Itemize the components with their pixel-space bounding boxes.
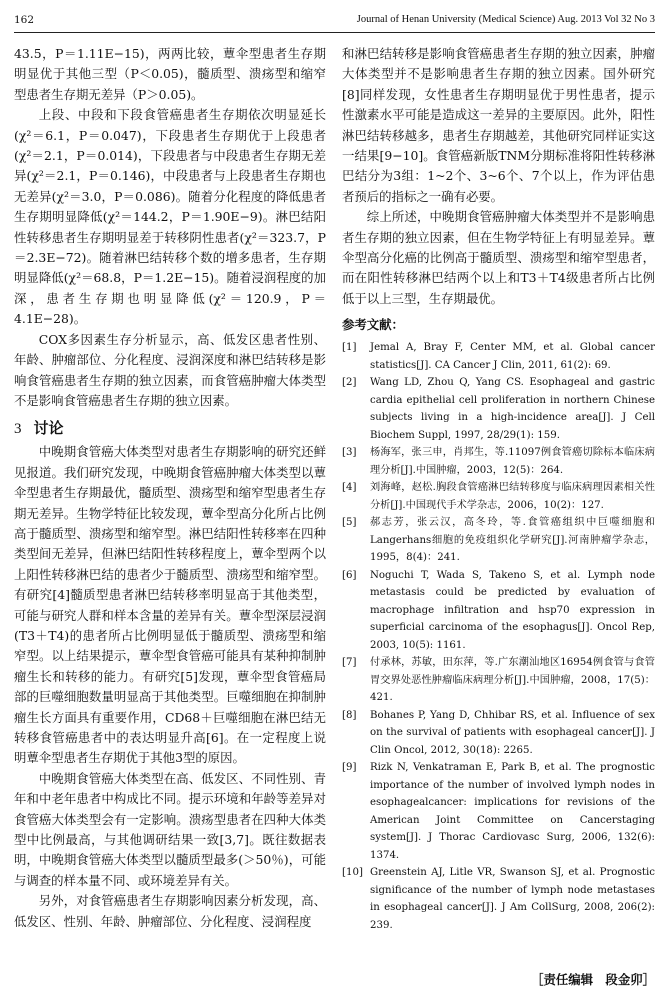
- reference-item: [342, 654, 655, 707]
- reference-text: 付承林，苏敏，田东萍，等.广东潮汕地区16954例食管与食管胃交界处恶性肿瘤临床病理分析[J].中国肿瘤，2008，17(5)：421.: [370, 657, 655, 704]
- reference-item: [342, 759, 655, 864]
- paragraph: 43.5，P＝1.11E−15)，两两比较，蕈伞型患者生存期明显优于其他三型（P＜0.05)，髓质型、溃疡型和缩窄型患者生存期无差异（P＞0.05)。: [14, 46, 326, 102]
- reference-text: Bohanes P, Yang D, Chhibar RS, et al. Influence of sex on the survival of patients with esophageal cancer[J]. J Clin Oncol, 2012, 30(18): 2265.: [370, 709, 655, 756]
- reference-number: [1]: [342, 342, 357, 354]
- reference-text: Jemal A, Bray F, Center MM, et al. Global cancer statistics[J]. CA Cancer J Clin, 2011, 61(2): 69.: [370, 342, 655, 371]
- paragraph: COX多因素生存分析显示，高、低发区患者性别、年龄、肿瘤部位、分化程度、浸润深度和淋巴结转移是影响食管癌患者生存期的独立因素，而食管癌肿瘤大体类型不是影响食管癌患者生存期的独立因素。: [14, 331, 326, 408]
- section-heading: [14, 417, 326, 440]
- page-number: 162: [14, 14, 35, 26]
- reference-number: [8]: [342, 709, 357, 721]
- section-number: 3: [14, 421, 22, 438]
- reference-number: [9]: [342, 762, 357, 774]
- references-heading: 参考文献：: [342, 317, 404, 333]
- reference-number: [3]: [342, 447, 357, 459]
- paragraph: 中晚期食管癌大体类型在高、低发区、不同性别、青年和中老年患者中构成比不同。提示环境和年龄等差异对食管癌大体类型会有一定影响。溃疡型患者在四种大体类型中比例最高，与其他调研结果一致[3,7]。既往数据表明，中晚期食管癌大体类型以髓质型最多(＞50％)，可能与调查的样本量不同、或环境差异有关。: [14, 770, 326, 888]
- paragraph: 综上所述，中晚期食管癌肿瘤大体类型并不是影响患者生存期的独立因素，但在生物学特征上有明显差异。蕈伞型高分化癌的比例高于髓质型、溃疡型和缩窄型患者，而在阳性转移淋巴结两个以上和T3＋T4级患者所占比例低于以上三型，生存期最优。: [342, 209, 655, 306]
- section-title: 讨论: [33, 419, 64, 438]
- reference-number: [7]: [342, 657, 357, 669]
- paragraph: 和淋巴结转移是影响食管癌患者生存期的独立因素，肿瘤大体类型并不是影响患者生存期的独立因素。国外研究[8]同样发现，女性患者生存期明显优于男性患者，提示性激素水平可能是造成这一差异的主要原因。此外，阳性淋巴结转移越多，患者生存期越差，其他研究同样证实这一结果[9−10]。食管癌新版TNM分期标准将阳性转移淋巴结分为3组：1~2个、3~6个、7个以上，作为评估患者预后的指标之一确有必要。: [342, 46, 655, 204]
- paragraph: 上段、中段和下段食管癌患者生存期依次明显延长(χ²＝6.1，P＝0.047)，下段患者生存期优于上段患者(χ²＝2.1，P＝0.014)，下段患者与中段患者生存期无差异(χ²＝2.1，P＝0.146)，中段患者与上段患者生存期也无差异(χ²＝3.0，P＝0.086)。随着分化程度的降低患者生存期明显降低(χ²＝144.2，P＝1.90E−9)。淋巴结阳性转移患者生存期明显差于转移阴性患者(χ²＝323.7，P＝2.3E−72)。随着淋巴结转移个数的增多患者，生存期明显降低(χ²＝68.8，P＝1.2E−15)。随着浸润程度的加深，患者生存期也明显降低(χ²＝120.9，P＝4.1E−28)。: [14, 107, 326, 327]
- reference-text: 郝志芳，张云汉，高冬玲，等.食管癌组织中巨噬细胞和Langerhans细胞的免疫组织化学研究[J].河南肿瘤学杂志，1995，8(4)：241.: [370, 517, 655, 564]
- reference-item: [342, 444, 655, 479]
- reference-item: [342, 514, 655, 567]
- reference-item: [342, 707, 655, 760]
- reference-text: Wang LD, Zhou Q, Yang CS. Esophageal and gastric cardia epithelial cell proliferation in northern Chinese subjects living in a high-incidence area[J]. J Cell Biochem Suppl, 1997, 28/29(1): 159.: [370, 377, 655, 441]
- reference-item: [342, 479, 655, 514]
- reference-item: [342, 374, 655, 444]
- reference-item: [342, 864, 655, 934]
- left-column: [14, 44, 326, 992]
- reference-number: [5]: [342, 517, 357, 529]
- reference-number: [4]: [342, 482, 357, 494]
- running-header: [14, 10, 655, 33]
- reference-number: [6]: [342, 569, 357, 581]
- journal-title: Journal of Henan University (Medical Science) Aug. 2013 Vol 32 No 3: [356, 14, 655, 25]
- reference-text: 刘海峰，赵松.胸段食管癌淋巴结转移度与临床病理因素相关性分析[J].中国现代手术学杂志，2006，10(2)：127.: [370, 482, 655, 511]
- reference-item: [342, 339, 655, 374]
- reference-number: [2]: [342, 377, 357, 389]
- reference-text: Rizk N, Venkatraman E, Park B, et al. The prognostic importance of the number of involved lymph nodes in esophagealcancer: implications for revisions of the American Joint Committee on Cancerstaging system[J]. J Thorac Cardiovasc Surg, 2006, 132(6): 1374.: [370, 762, 655, 861]
- right-column: [342, 44, 655, 992]
- reference-number: [10]: [342, 867, 363, 879]
- reference-text: Greenstein AJ, Litle VR, Swanson SJ, et al. Prognostic significance of the number of lymph node metastases in esophageal cancer[J]. J Am CollSurg, 2008, 206(2): 239.: [370, 867, 655, 931]
- reference-text: Noguchi T, Wada S, Takeno S, et al. Lymph node metastasis could be predicted by evaluation of macrophage infiltration and hsp70 expression in superficial carcinoma of the esophagus[J]. Oncol Rep, 2003, 10(5): 1161.: [370, 569, 655, 651]
- paragraph: 另外，对食管癌患者生存期影响因素分析发现，高、低发区、性别、年龄、肿瘤部位、分化程度、浸润程度: [14, 893, 326, 929]
- reference-list: [342, 339, 655, 934]
- reference-text: 杨海军，张三申，肖邦生，等.11097例食管癌切除标本临床病理分析[J].中国肿瘤，2003，12(5)：264.: [370, 447, 655, 476]
- paragraph: 中晚期食管癌大体类型对患者生存期影响的研究还鲜见报道。我们研究发现，中晚期食管癌肿瘤大体类型以蕈伞型患者生存期最优，髓质型、溃疡型和缩窄型患者生存期无差异。生物学特征比较发现，蕈伞型高分化所占比例高于髓质型、溃疡型和缩窄型。淋巴结阳性转移率在四种类型间无差异，但淋巴结阳性转移程度上，蕈伞型两个以上阳性转移淋巴结的患者少于髓质型、溃疡型和缩窄型。有研究[4]髓质型患者淋巴结转移率明显高于其他类型，可能与研究人群和样本含量的差异有关。蕈伞型深层浸润(T3＋T4)的患者所占比例明显低于髓质型、溃疡型和缩窄型。以上结果提示，蕈伞型食管癌可能具有某种抑制肿瘤生长和转移的能力。有研究[5]发现，蕈伞型食管癌局部的巨噬细胞数量明显高于其他类型。巨噬细胞在抑制肿瘤生长方面具有重要作用，CD68＋巨噬细胞在淋巴结无转移食管癌患者中的表达明显升高[6]。在一定程度上说明蕈伞型患者生存期优于其他3型的原因。: [14, 444, 326, 766]
- responsible-editor: ［责任编辑 段金卯］: [531, 972, 655, 987]
- reference-item: [342, 567, 655, 655]
